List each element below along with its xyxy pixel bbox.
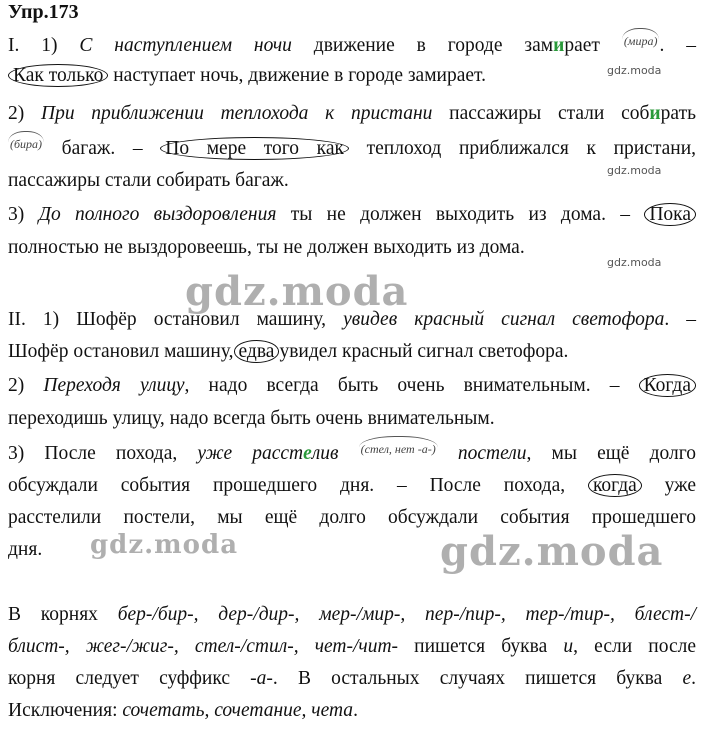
paragraph-line: (бира) багаж. – По мере того как теплоход приближался к пристани, — [8, 137, 696, 162]
paragraph-line: дня. — [8, 539, 43, 560]
paragraph-line: 2) При приближении теплохода к пристани пассажиры стали собирать — [8, 103, 696, 124]
rule-line: В корнях бер-/бир-, дер-/дир-, мер-/мир-, пер-/пир-, тер-/тир-, блест-/ — [8, 604, 696, 625]
paragraph-line: расстелили постели, мы ещё долго обсуждали события прошедшего — [8, 507, 696, 528]
circled-conjunction: когда — [588, 474, 642, 497]
paragraph-line: 2) Переходя улицу, надо всегда быть очень внимательным. – Когда — [8, 374, 696, 398]
paragraph-line: Как только наступает ночь, движение в городе замирает. — [8, 64, 486, 88]
rule-line: блист-, жег-/жиг-, стел-/стил-, чет-/чит- пишется буква и, если после — [8, 636, 696, 657]
rule-line: корня следует суффикс -а-. В остальных случаях пишется буква е. — [8, 668, 696, 689]
watermark-large: gdz.moda — [185, 268, 409, 315]
paragraph-line: полностью не выздоровеешь, ты не должен выходить из дома. — [8, 237, 525, 258]
watermark-medium: gdz.moda — [90, 530, 239, 560]
paragraph-line: II. 1) Шофёр остановил машину, увидев красный сигнал светофора. – — [8, 309, 697, 330]
paragraph-line: переходишь улицу, надо всегда быть очень внимательным. — [8, 408, 495, 429]
watermark-large: gdz.moda — [440, 528, 664, 575]
paragraph-line: 3) До полного выздоровления ты не должен выходить из дома. – Пока — [8, 203, 696, 227]
rule-line: Исключения: сочетать, сочетание, чета. — [8, 700, 358, 721]
highlight-letter: и — [649, 103, 661, 124]
watermark-small: gdz.moda — [607, 64, 662, 77]
paragraph-line: обсуждали события прошедшего дня. – После похода, когда уже — [8, 475, 696, 496]
circled-conjunction: По мере того как — [160, 137, 349, 160]
circled-conjunction: Когда — [639, 374, 696, 397]
paragraph-line: 3) После похода, уже расстелив (стел, нет -а-) постели, мы ещё долго — [8, 442, 696, 467]
highlight-letter: и — [553, 35, 565, 56]
highlight-letter: е — [303, 443, 312, 464]
check-word-note: (бира) — [8, 131, 44, 156]
check-word-note: (стел, нет -а-) — [359, 436, 438, 461]
exercise-title: Упр.173 — [8, 1, 79, 23]
circled-conjunction: едва — [234, 340, 280, 363]
watermark-small: gdz.moda — [607, 164, 662, 177]
circled-conjunction: Как только — [8, 64, 108, 87]
paragraph-line: Шофёр остановил машину, едва увидел красный сигнал светофора. — [8, 341, 569, 362]
paragraph-line: пассажиры стали собирать багаж. — [8, 170, 289, 191]
check-word-note: (мира) — [622, 28, 660, 53]
watermark-small: gdz.moda — [607, 256, 662, 269]
paragraph-line: I. 1) С наступлением ночи движение в городе замирает (мира) . – — [8, 34, 696, 59]
circled-conjunction: Пока — [644, 203, 696, 226]
